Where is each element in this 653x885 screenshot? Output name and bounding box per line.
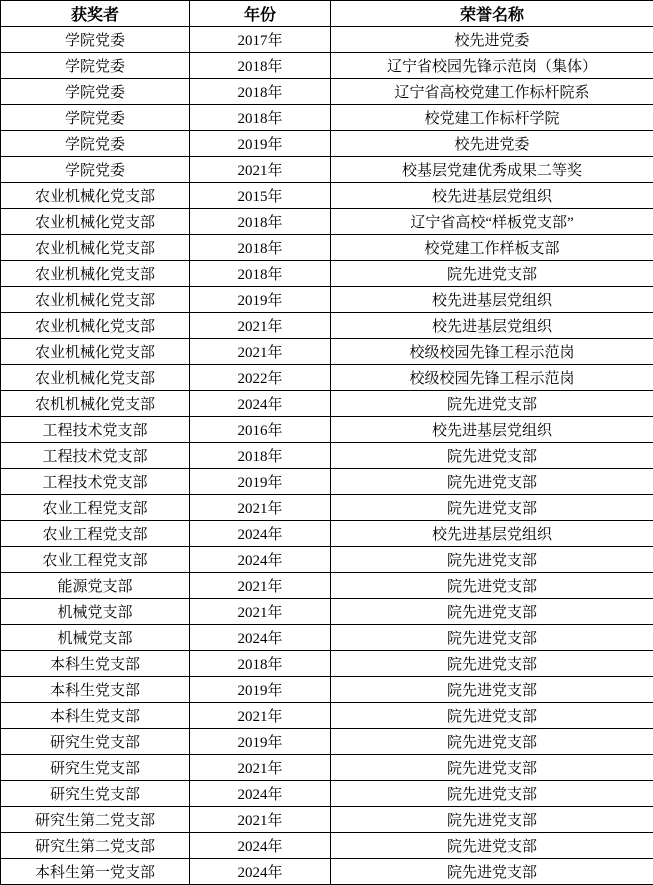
honor-cell: 校先进基层党组织 [331,417,653,443]
honor-cell: 院先进党支部 [331,859,653,885]
honor-cell: 院先进党支部 [331,651,653,677]
year-cell: 2018年 [190,209,331,235]
year-cell: 2018年 [190,261,331,287]
honor-cell: 院先进党支部 [331,469,653,495]
recipient-cell: 研究生党支部 [1,729,190,755]
column-header-honor: 荣誉名称 [331,1,653,27]
recipient-cell: 研究生党支部 [1,755,190,781]
recipient-cell: 学院党委 [1,131,190,157]
table-row [1,53,653,79]
table-row [1,703,653,729]
column-header-year: 年份 [190,1,331,27]
honor-cell: 校先进基层党组织 [331,183,653,209]
year-cell: 2022年 [190,365,331,391]
recipient-cell: 本科生党支部 [1,703,190,729]
honor-cell: 校基层党建优秀成果二等奖 [331,157,653,183]
honor-cell: 院先进党支部 [331,261,653,287]
table-row [1,833,653,859]
year-cell: 2021年 [190,573,331,599]
year-cell: 2021年 [190,807,331,833]
table-row [1,105,653,131]
table-row [1,469,653,495]
table-row [1,365,653,391]
table-row [1,677,653,703]
table-row [1,131,653,157]
year-cell: 2018年 [190,105,331,131]
honor-cell: 院先进党支部 [331,573,653,599]
recipient-cell: 学院党委 [1,105,190,131]
honor-cell: 校先进党委 [331,27,653,53]
recipient-cell: 研究生第二党支部 [1,807,190,833]
year-cell: 2019年 [190,131,331,157]
recipient-cell: 能源党支部 [1,573,190,599]
year-cell: 2024年 [190,521,331,547]
table-row [1,391,653,417]
table-row [1,417,653,443]
honor-cell: 校先进基层党组织 [331,313,653,339]
honor-cell: 校先进基层党组织 [331,287,653,313]
table-row [1,79,653,105]
year-cell: 2021年 [190,157,331,183]
honor-cell: 院先进党支部 [331,833,653,859]
recipient-cell: 学院党委 [1,53,190,79]
table-row [1,313,653,339]
year-cell: 2024年 [190,859,331,885]
table-row [1,443,653,469]
table-row [1,807,653,833]
honor-cell: 辽宁省高校“样板党支部” [331,209,653,235]
table-row [1,287,653,313]
honor-cell: 校党建工作样板支部 [331,235,653,261]
year-cell: 2019年 [190,287,331,313]
year-cell: 2018年 [190,651,331,677]
honor-cell: 院先进党支部 [331,807,653,833]
year-cell: 2016年 [190,417,331,443]
year-cell: 2018年 [190,235,331,261]
recipient-cell: 工程技术党支部 [1,417,190,443]
recipient-cell: 学院党委 [1,79,190,105]
honor-cell: 辽宁省校园先锋示范岗（集体） [331,53,653,79]
year-cell: 2024年 [190,547,331,573]
table-row [1,547,653,573]
honor-cell: 校先进基层党组织 [331,521,653,547]
year-cell: 2019年 [190,677,331,703]
recipient-cell: 农业工程党支部 [1,495,190,521]
table-row [1,339,653,365]
recipient-cell: 农业机械化党支部 [1,313,190,339]
year-cell: 2018年 [190,443,331,469]
recipient-cell: 农业机械化党支部 [1,365,190,391]
recipient-cell: 农业工程党支部 [1,521,190,547]
table-row [1,209,653,235]
year-cell: 2019年 [190,729,331,755]
recipient-cell: 工程技术党支部 [1,469,190,495]
recipient-cell: 本科生第一党支部 [1,859,190,885]
year-cell: 2024年 [190,625,331,651]
table-row [1,625,653,651]
year-cell: 2021年 [190,339,331,365]
honor-cell: 校级校园先锋工程示范岗 [331,339,653,365]
column-header-recipient: 获奖者 [1,1,190,27]
table-row [1,157,653,183]
recipient-cell: 本科生党支部 [1,651,190,677]
honor-cell: 校党建工作标杆学院 [331,105,653,131]
recipient-cell: 农业机械化党支部 [1,339,190,365]
table-row [1,651,653,677]
year-cell: 2024年 [190,781,331,807]
year-cell: 2018年 [190,53,331,79]
year-cell: 2024年 [190,833,331,859]
table-row [1,781,653,807]
recipient-cell: 本科生党支部 [1,677,190,703]
table-row [1,495,653,521]
year-cell: 2018年 [190,79,331,105]
recipient-cell: 工程技术党支部 [1,443,190,469]
recipient-cell: 研究生第二党支部 [1,833,190,859]
recipient-cell: 学院党委 [1,157,190,183]
year-cell: 2021年 [190,755,331,781]
honor-cell: 辽宁省高校党建工作标杆院系 [331,79,653,105]
honor-cell: 院先进党支部 [331,703,653,729]
table-row [1,573,653,599]
honor-cell: 院先进党支部 [331,599,653,625]
table-row [1,599,653,625]
honor-cell: 院先进党支部 [331,781,653,807]
year-cell: 2019年 [190,469,331,495]
table-row [1,755,653,781]
honor-cell: 院先进党支部 [331,443,653,469]
year-cell: 2024年 [190,391,331,417]
header-row [1,1,653,27]
year-cell: 2021年 [190,313,331,339]
year-cell: 2017年 [190,27,331,53]
recipient-cell: 农业机械化党支部 [1,261,190,287]
table-row [1,261,653,287]
table-row [1,27,653,53]
recipient-cell: 农业机械化党支部 [1,287,190,313]
recipient-cell: 农业机械化党支部 [1,209,190,235]
honor-cell: 院先进党支部 [331,729,653,755]
honor-cell: 校级校园先锋工程示范岗 [331,365,653,391]
table-row [1,729,653,755]
recipient-cell: 学院党委 [1,27,190,53]
recipient-cell: 农业机械化党支部 [1,183,190,209]
recipient-cell: 机械党支部 [1,625,190,651]
honor-cell: 院先进党支部 [331,677,653,703]
table-row [1,235,653,261]
honor-cell: 院先进党支部 [331,625,653,651]
honor-cell: 院先进党支部 [331,547,653,573]
year-cell: 2021年 [190,599,331,625]
honor-cell: 院先进党支部 [331,495,653,521]
table-row [1,521,653,547]
recipient-cell: 农机机械化党支部 [1,391,190,417]
honor-cell: 校先进党委 [331,131,653,157]
recipient-cell: 机械党支部 [1,599,190,625]
recipient-cell: 研究生党支部 [1,781,190,807]
year-cell: 2015年 [190,183,331,209]
year-cell: 2021年 [190,703,331,729]
table-row [1,183,653,209]
honor-cell: 院先进党支部 [331,391,653,417]
recipient-cell: 农业机械化党支部 [1,235,190,261]
year-cell: 2021年 [190,495,331,521]
table-body [1,27,653,885]
honor-cell: 院先进党支部 [331,755,653,781]
table-row [1,859,653,885]
recipient-cell: 农业工程党支部 [1,547,190,573]
